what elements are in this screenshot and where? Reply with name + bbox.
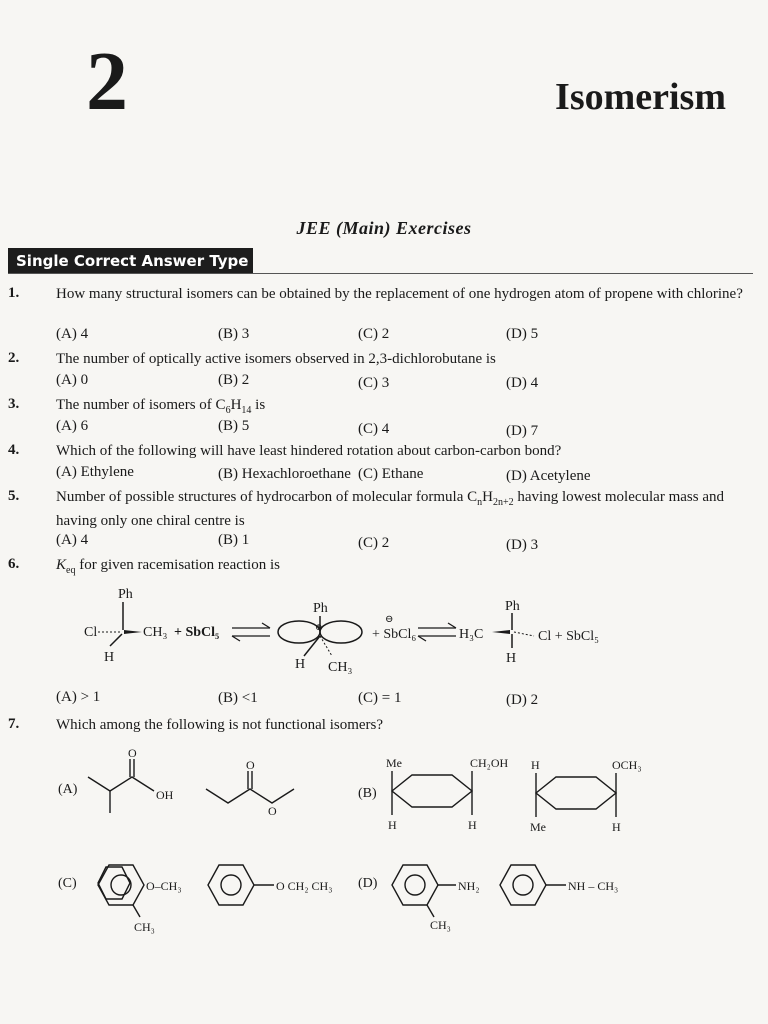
ph-label: Ph [505,599,520,614]
chapter-number: 2 [86,35,128,128]
option-b: (B) 5 [218,418,250,434]
h-label: H [388,818,397,832]
option-c: (C) 4 [358,421,390,437]
question-number: 7. [8,716,20,732]
oh-label: OH [156,788,174,802]
hashed-bond [514,632,534,636]
option-a: (A) 4 [56,326,89,342]
option-b: (B) 1 [218,532,250,548]
question-text: $K_{eq}$ for given racemisation reaction is [56,557,280,576]
reagent-label: + SbCl₅ [174,625,220,640]
option-a: (A) 6 [56,418,89,434]
question-text: Which among the following is not functional isomers? [56,717,384,733]
h-label: H [506,651,517,666]
p-orbital-lobe [320,621,362,643]
p-orbital-lobe [278,621,320,643]
ch3-label: CH₃ [134,920,155,934]
option-b: (B) <1 [218,690,258,706]
reagent-label: + SbCl₆ [372,627,417,642]
question-number: 4. [8,442,20,458]
h-label: H [468,818,477,832]
option-b: (B) 2 [218,372,250,388]
question-number: 1. [8,285,20,301]
benzene-ring [392,865,438,905]
option-d: (D) 3 [506,537,539,553]
ch3-label: CH₃ [430,918,451,932]
wedge-bond [124,630,142,634]
nh2-label: NH₂ [458,879,480,893]
benzene-ring [500,865,546,905]
option-d: (D) 5 [506,326,539,342]
h-label: H [104,650,115,665]
wedge-bond [492,630,510,634]
och3-label: OCH₃ [612,758,642,772]
question-text: The number of optically active isomers observed in 2,3-dichlorobutane is [56,351,496,367]
banner-divider [8,273,753,274]
skeletal-bond [206,789,294,803]
option-d-label: (D) [358,876,378,891]
question-text: The number of isomers of $C_6H_{14}$ is [56,397,266,416]
h-label: H [531,758,540,772]
option-a: (A) 4 [56,532,89,548]
skeletal-bond [88,777,154,791]
h-label: H [612,820,621,834]
option-c: (C) Ethane [358,466,424,482]
question-text: Number of possible structures of hydrocarbon of molecular formula $C_nH_{2n+2}$ having lowest molecular mass and having only one chiral centre is [56,489,724,529]
cl-product-label: Cl + SbCl₅ [538,629,600,644]
ch3-label: CH₃ [143,625,168,640]
h-label: H [295,657,306,672]
question-number: 6. [8,556,20,572]
option-c-label: (C) [58,876,77,891]
question-type-banner: Single Correct Answer Type [8,248,253,274]
racemisation-reaction-diagram [0,580,768,685]
question-text: How many structural isomers can be obtained by the replacement of one hydrogen atom of propene with chlorine? [56,286,743,302]
option-b: (B) Hexachloroethane [218,466,351,482]
question-text: Which of the following will have least hindered rotation about carbon-carbon bond? [56,443,562,459]
oxygen-label: O [128,746,137,760]
cyclohexane-ring [392,775,472,807]
me-label: Me [386,756,402,770]
option-c: (C) = 1 [358,690,402,706]
option-a: (A) Ethylene [56,464,134,480]
nh-ch3-label: NH – CH₃ [568,879,619,893]
option-b-label: (B) [358,786,377,801]
minus-charge-icon: ⊖ [385,614,394,625]
oxygen-label: O [246,758,255,772]
option-b: (B) 3 [218,326,250,342]
plus-charge-icon: ⊕ [315,622,323,632]
functional-isomers-figure [0,745,768,945]
question-number: 3. [8,396,20,412]
bond [110,634,122,646]
oxygen-label: O [268,804,277,818]
chapter-title: Isomerism [555,76,726,118]
section-title: JEE (Main) Exercises [296,218,472,238]
o-ch3-label: O–CH₃ [146,879,182,893]
option-a: (A) > 1 [56,689,101,705]
cyclohexane-ring [536,777,616,809]
option-a-label: (A) [58,782,78,797]
ph-label: Ph [118,587,133,602]
ch3-label: CH₃ [328,660,353,675]
ph-label: Ph [313,601,328,616]
benzene-ring [208,865,254,905]
me-label: Me [530,820,546,834]
option-a: (A) 0 [56,372,89,388]
option-c: (C) 2 [358,535,390,551]
option-d: (D) 2 [506,692,539,708]
question-number: 5. [8,488,20,504]
ch2oh-label: CH₂OH [470,756,509,770]
h3c-label: H₃C [459,627,484,642]
option-c: (C) 2 [358,326,390,342]
option-c: (C) 3 [358,375,390,391]
question-number: 2. [8,350,20,366]
o-ch2-ch3-label: O CH₂ CH₃ [276,879,333,893]
option-d: (D) 4 [506,375,539,391]
option-d: (D) 7 [506,423,539,439]
cl-label: Cl [84,625,98,640]
option-d: (D) Acetylene [506,468,591,484]
